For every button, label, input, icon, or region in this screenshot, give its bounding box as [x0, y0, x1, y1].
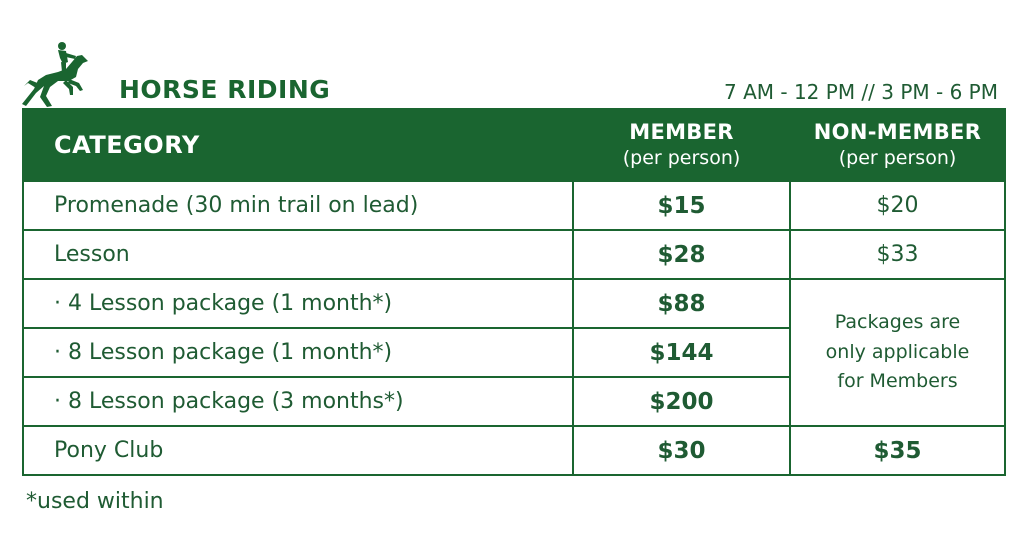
category-cell: · 4 Lesson package (1 month*)	[23, 279, 573, 328]
price-table	[22, 108, 1006, 476]
member-price-cell: $88	[573, 279, 790, 328]
member-header-sub: (per person)	[622, 147, 741, 170]
non-member-header-label: NON-MEMBER	[813, 120, 982, 144]
member-header	[573, 109, 790, 181]
footnote: *used within	[26, 489, 164, 514]
package-note-line: Packages are	[834, 311, 961, 334]
member-price-cell: $28	[573, 230, 790, 279]
member-price-cell: $200	[573, 377, 790, 426]
category-cell: Lesson	[23, 230, 573, 279]
table-row	[23, 230, 1005, 279]
non-member-price-cell: $33	[790, 230, 1005, 279]
non-member-header	[790, 109, 1005, 181]
category-cell: Promenade (30 min trail on lead)	[23, 181, 573, 230]
member-price-cell: $30	[573, 426, 790, 475]
package-note-cell	[790, 279, 1005, 426]
member-price-cell: $15	[573, 181, 790, 230]
table-row	[23, 426, 1005, 475]
horse-rider-icon	[22, 40, 92, 108]
table-header-row	[23, 109, 1005, 181]
non-member-price-cell: $35	[790, 426, 1005, 475]
category-cell: Pony Club	[23, 426, 573, 475]
opening-hours: 7 AM - 12 PM // 3 PM - 6 PM	[724, 80, 998, 104]
member-price-cell: $144	[573, 328, 790, 377]
member-header-label: MEMBER	[629, 120, 734, 144]
non-member-header-sub: (per person)	[838, 147, 957, 170]
package-note-line: for Members	[837, 370, 958, 393]
category-cell: · 8 Lesson package (1 month*)	[23, 328, 573, 377]
page-title: HORSE RIDING	[119, 75, 331, 104]
category-header: CATEGORY	[23, 109, 573, 181]
non-member-price-cell: $20	[790, 181, 1005, 230]
table-row	[23, 181, 1005, 230]
table-row	[23, 279, 1005, 328]
category-cell: · 8 Lesson package (3 months*)	[23, 377, 573, 426]
package-note-line: only applicable	[825, 340, 970, 363]
